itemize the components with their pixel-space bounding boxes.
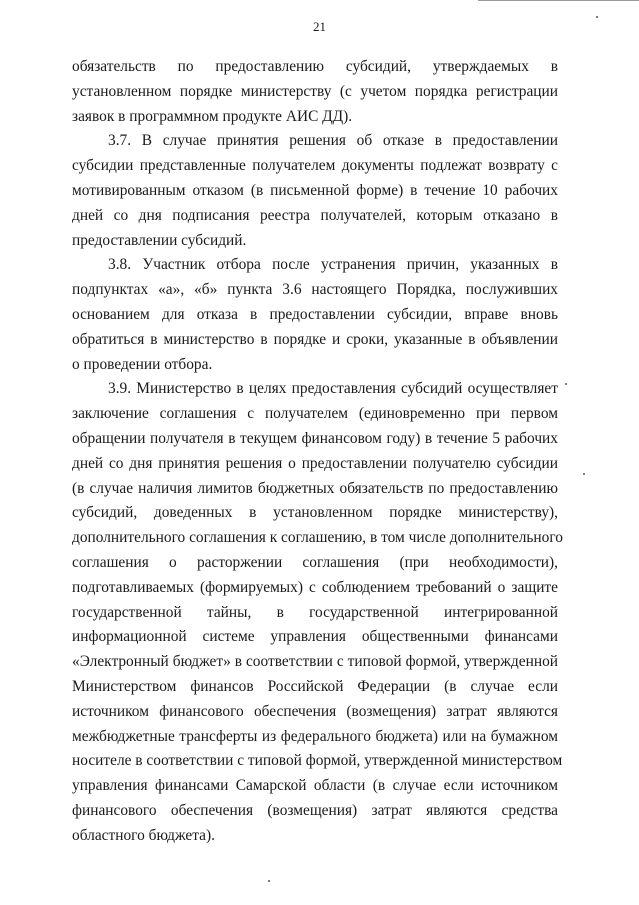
text-line: предоставлении субсидий.	[72, 231, 247, 249]
text-line: «Электронный бюджет» в соответствии с типовой формой, утвержденной	[72, 653, 558, 671]
text-line: обращении получателя в текущем финансовом году) в течение 5 рабочих	[72, 429, 558, 447]
text-line: субсидии представленные получателем документы подлежат возврату с	[72, 157, 558, 175]
text-line: 3.8. Участник отбора после устранения причин, указанных в	[108, 256, 558, 274]
scan-speck	[268, 880, 270, 882]
text-line: управления финансами Самарской области (в случае если источником	[72, 777, 558, 795]
text-line: соглашения о расторжении соглашения (при необходимости),	[72, 553, 558, 571]
document-body	[72, 55, 563, 849]
text-line: государственной тайны, в государственной интегрированной	[72, 603, 558, 621]
paragraph-p-3-7	[72, 129, 558, 253]
text-line: дней со дня принятия решения о предоставлении получателю субсидии	[72, 454, 558, 472]
text-line: областного бюджета).	[72, 826, 215, 844]
text-line: Министерством финансов Российской Федерации (в случае если	[72, 677, 558, 695]
text-line: установленном порядке министерству (с учетом порядка регистрации	[72, 82, 558, 100]
page-number: 21	[313, 19, 326, 34]
paragraph-p-3-9	[72, 377, 563, 848]
text-line: обратиться в министерство в порядке и сроки, указанные в объявлении	[72, 330, 558, 348]
text-line: подпунктах «а», «б» пункта 3.6 настоящего Порядка, послуживших	[72, 281, 558, 299]
text-line: подготавливаемых (формируемых) с соблюдением требований о защите	[72, 578, 558, 596]
text-line: 3.7. В случае принятия решения об отказе в предоставлении	[108, 132, 558, 150]
scan-speck	[565, 383, 567, 385]
text-line: информационной системе управления общественными финансами	[72, 628, 558, 646]
text-line: субсидий, доведенных в установленном порядке министерству),	[72, 504, 558, 522]
scan-speck	[596, 16, 598, 18]
text-line: основанием для отказа в предоставлении субсидии, вправе вновь	[72, 305, 558, 323]
text-line: (в случае наличия лимитов бюджетных обязательств по предоставлению	[72, 479, 558, 497]
text-line: мотивированным отказом (в письменной форме) в течение 10 рабочих	[72, 181, 558, 199]
paragraph-p-3-8	[72, 253, 558, 377]
text-line: заключение соглашения с получателем (единовременно при первом	[72, 405, 558, 423]
scan-speck	[583, 473, 585, 475]
paragraph-continuation	[72, 55, 558, 129]
text-line: дополнительного соглашения к соглашению, в том числе дополнительного	[72, 529, 563, 547]
text-line: дней со дня подписания реестра получателей, которым отказано в	[72, 206, 558, 224]
text-line: носителе в соответствии с типовой формой, утвержденной министерством	[72, 752, 563, 770]
text-line: финансового обеспечения (возмещения) затрат являются средства	[72, 801, 558, 819]
top-edge-rule	[478, 0, 639, 1]
text-line: обязательств по предоставлению субсидий, утверждаемых в	[72, 58, 558, 75]
text-line: о проведении отбора.	[72, 355, 213, 373]
text-line: межбюджетные трансферты из федерального бюджета) или на бумажном	[72, 727, 558, 745]
text-line: источником финансового обеспечения (возмещения) затрат являются	[72, 702, 558, 720]
text-line: заявок в программном продукте АИС ДД).	[72, 107, 353, 125]
text-line: 3.9. Министерство в целях предоставления субсидий осуществляет	[108, 380, 558, 398]
